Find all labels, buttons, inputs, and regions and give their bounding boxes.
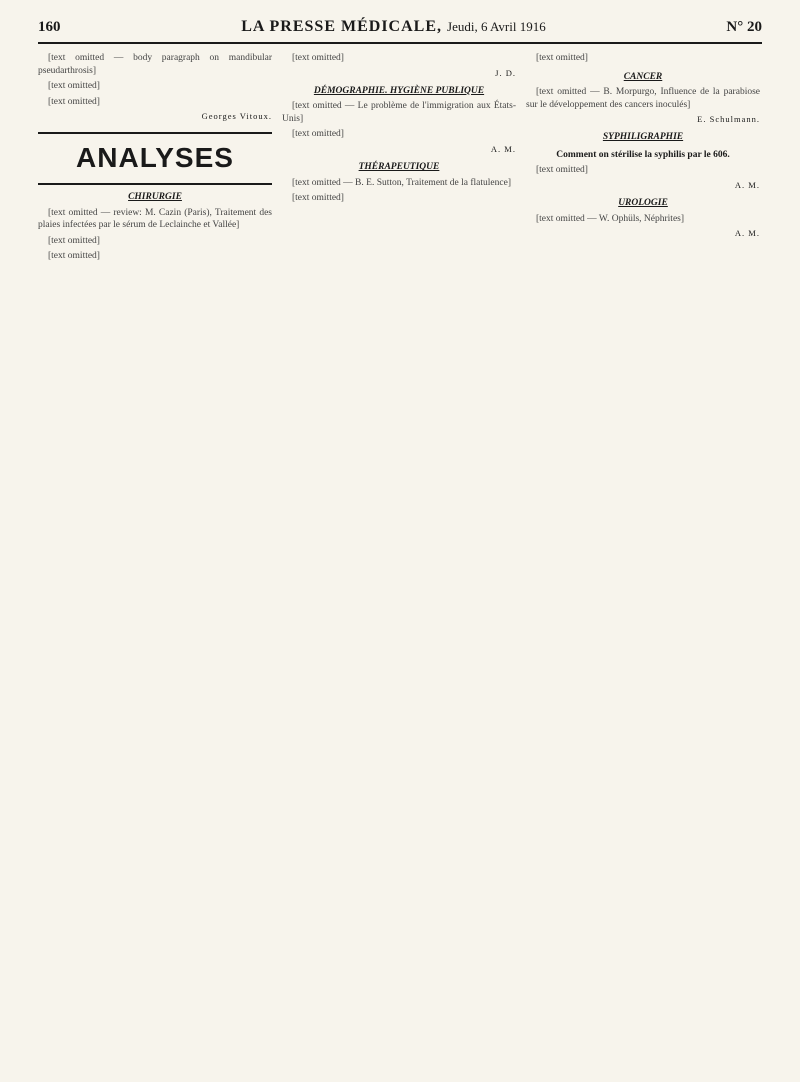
journal-title xyxy=(61,18,727,36)
paragraph: [text omitted — body paragraph on mandibular pseudarthrosis] xyxy=(38,53,272,76)
section-heading: THÉRAPEUTIQUE xyxy=(358,162,440,173)
paragraph: [text omitted] xyxy=(292,193,344,204)
paragraph: [text omitted] xyxy=(536,165,588,176)
running-head xyxy=(38,18,762,40)
section-heading: DÉMOGRAPHIE. HYGIÈNE PUBLIQUE xyxy=(313,85,485,96)
issue-number: N° 20 xyxy=(726,19,762,35)
signature: A. M. xyxy=(490,143,516,154)
columns xyxy=(38,52,762,1072)
column-1 xyxy=(38,52,272,1072)
column-3 xyxy=(526,52,760,1072)
signature: A. M. xyxy=(734,228,760,239)
paragraph: [text omitted] xyxy=(48,251,100,262)
column-2 xyxy=(282,52,516,1072)
signature: J. D. xyxy=(495,67,516,78)
section-heading: CANCER xyxy=(623,71,663,82)
paragraph: [text omitted — B. E. Sutton, Traitement de la flatulence] xyxy=(292,177,511,188)
analyses-heading: ANALYSES xyxy=(38,132,272,185)
signature: A. M. xyxy=(734,179,760,190)
section-heading: UROLOGIE xyxy=(618,198,668,209)
section-heading: CHIRURGIE xyxy=(128,192,182,203)
signature: Georges Vitoux. xyxy=(201,111,272,122)
journal-name: LA PRESSE MÉDICALE, xyxy=(241,18,443,35)
paragraph: [text omitted] xyxy=(48,235,100,246)
section-heading: SYPHILIGRAPHIE xyxy=(602,132,684,143)
paragraph: [text omitted] xyxy=(48,81,100,92)
paragraph: [text omitted] xyxy=(48,96,100,107)
paragraph: [text omitted — B. Morpurgo, Influence de la parabiose sur le développement des cancers inoculés] xyxy=(526,87,760,110)
paragraph: [text omitted — review: M. Cazin (Paris), Traitement des plaies infectées par le sérum de Leclainche et Vallée] xyxy=(38,207,272,231)
issue-date: Jeudi, 6 Avril 1916 xyxy=(447,19,546,34)
paragraph: [text omitted] xyxy=(292,53,344,63)
paragraph: [text omitted — Le problème de l'immigration aux États-Unis] xyxy=(282,101,516,124)
header-rule xyxy=(38,42,762,44)
paragraph: [text omitted] xyxy=(536,53,588,63)
paragraph: [text omitted] xyxy=(292,129,344,140)
page-number: 160 xyxy=(38,19,61,35)
signature: E. Schulmann. xyxy=(697,114,760,125)
paragraph: [text omitted — W. Ophüls, Néphrites] xyxy=(536,213,685,224)
article-title: Comment on stérilise la syphilis par le 606. xyxy=(556,149,730,160)
